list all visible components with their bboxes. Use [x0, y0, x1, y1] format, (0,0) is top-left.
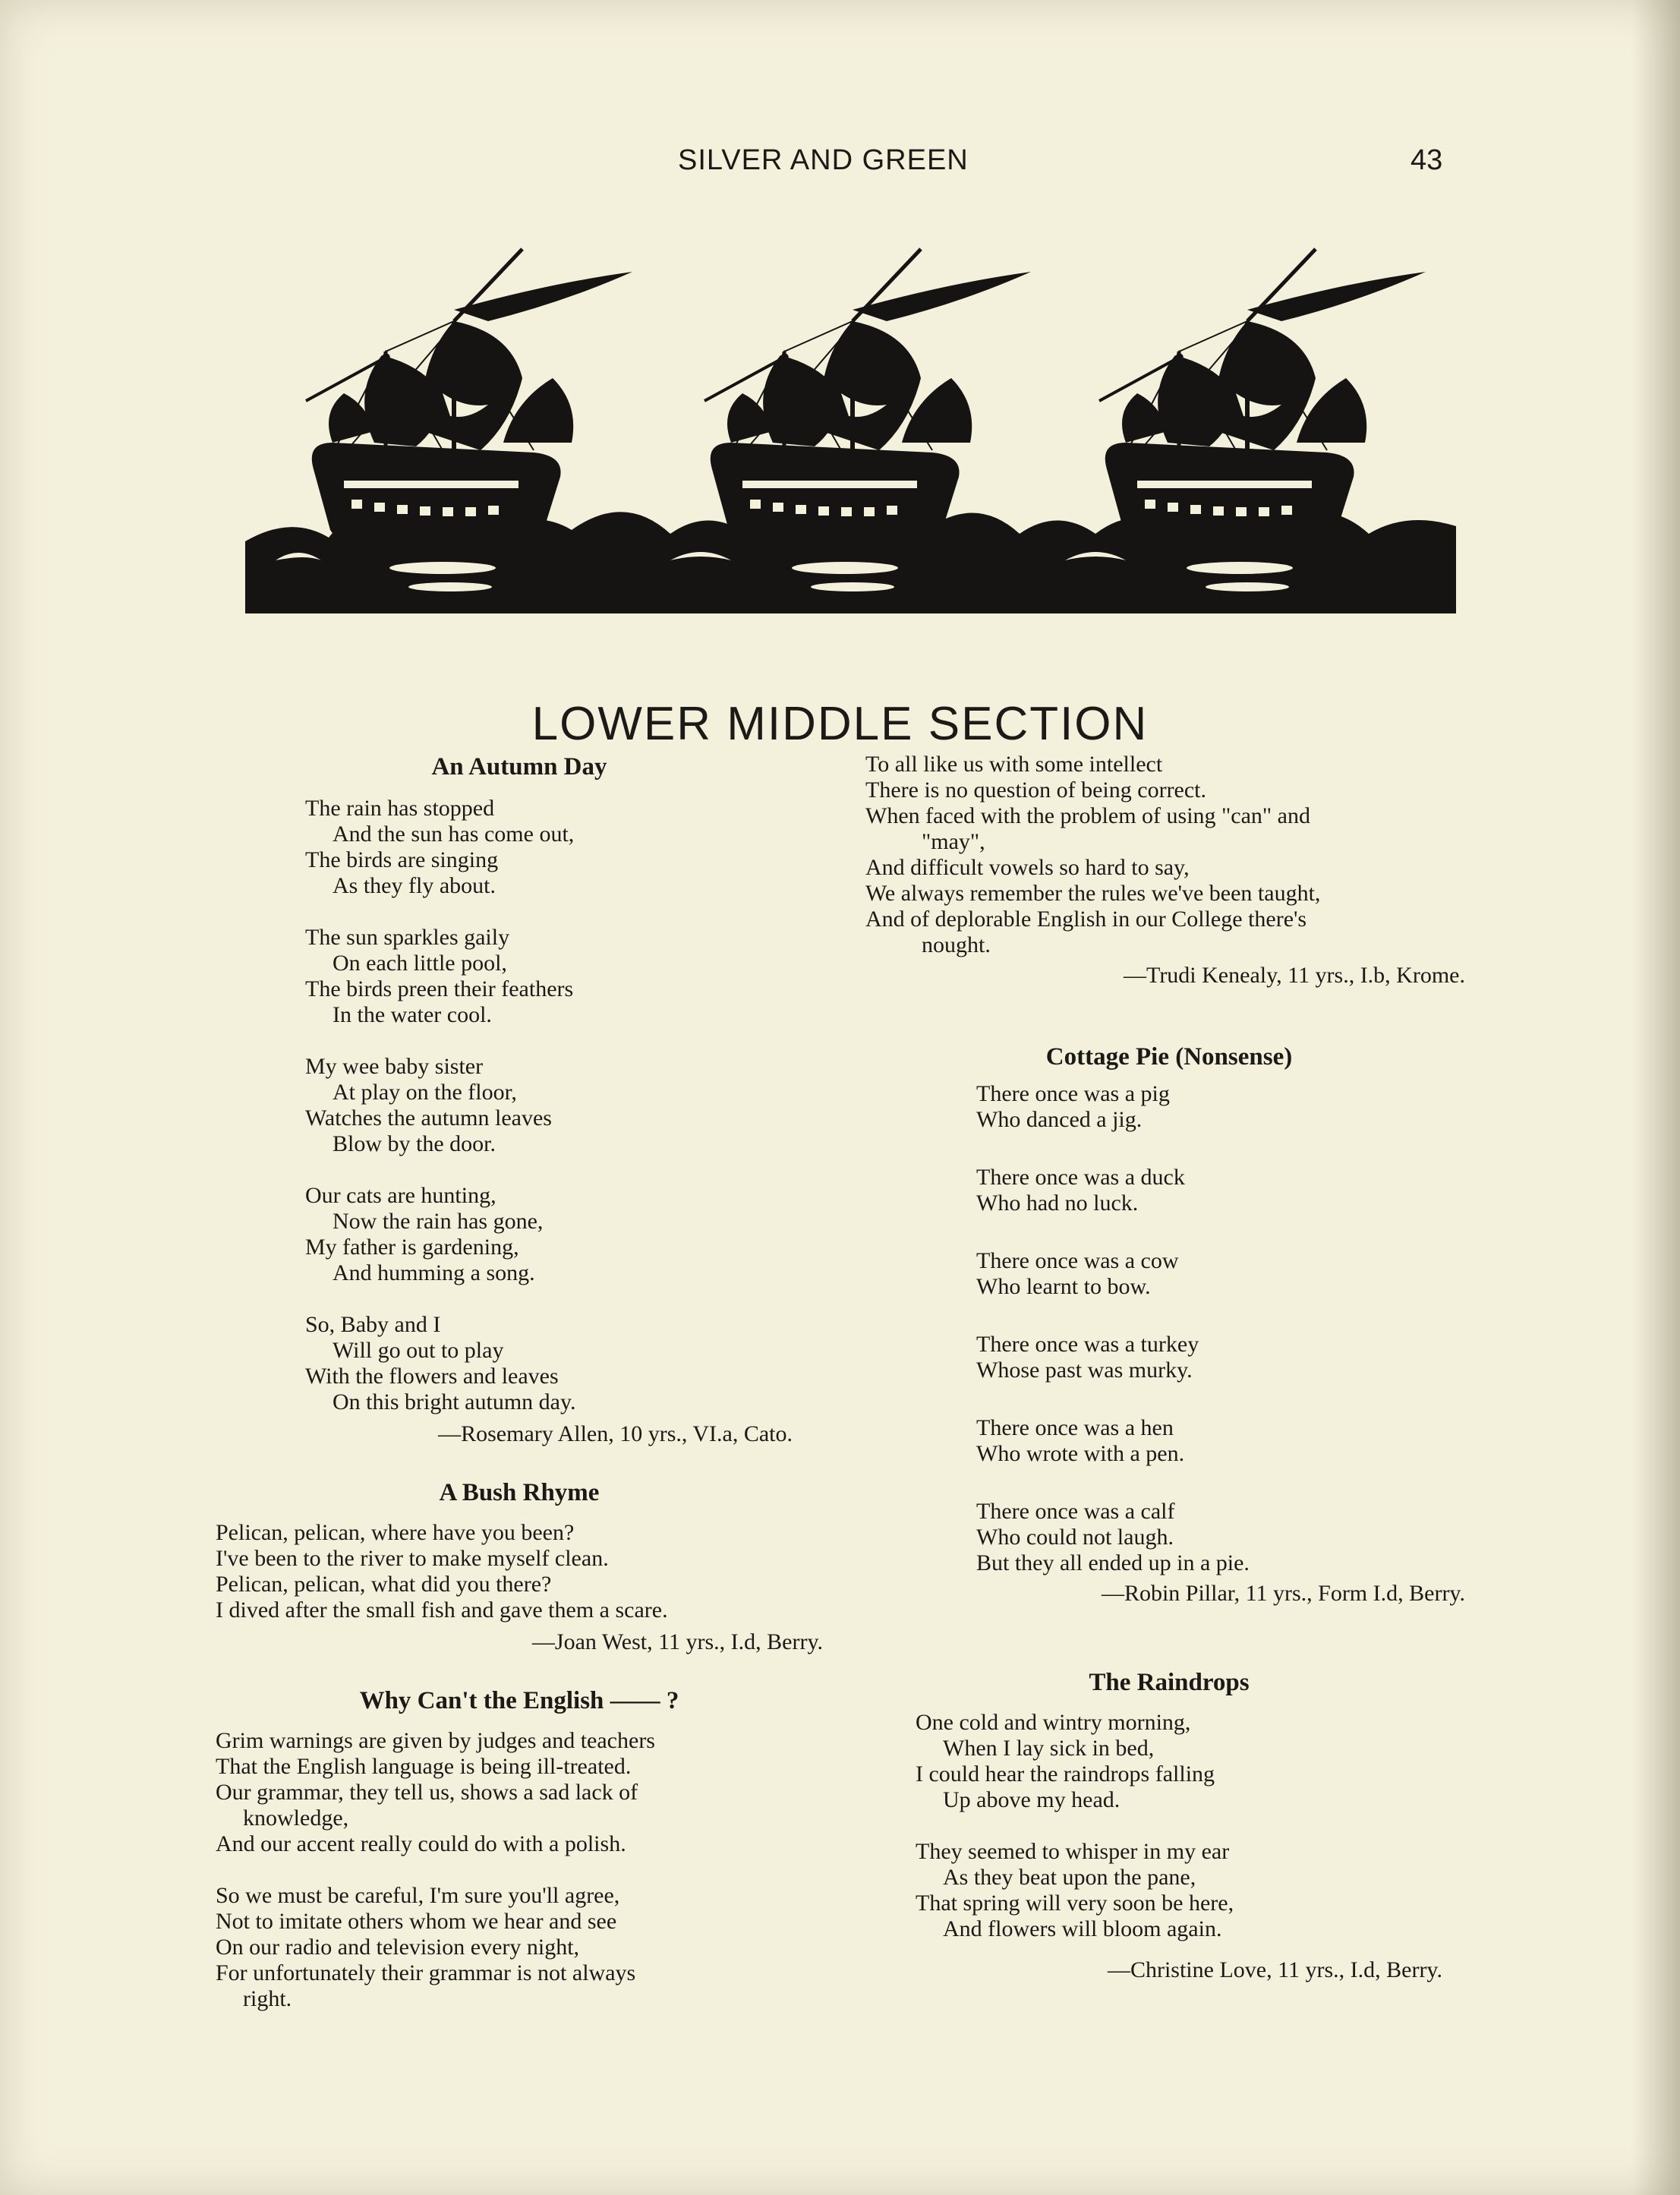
poem-line: And flowers will bloom again.: [943, 1916, 1222, 1941]
poem-line: Our grammar, they tell us, shows a sad lack of: [216, 1780, 638, 1805]
poem-line: nought.: [922, 932, 991, 957]
poem-line: And the sun has come out,: [333, 822, 575, 847]
poem-line: The sun sparkles gaily: [305, 925, 510, 950]
poem-line: Grim warnings are given by judges and teachers: [216, 1728, 655, 1753]
poem-line: And our accent really could do with a polish.: [216, 1831, 626, 1856]
poem-line: And of deplorable English in our College there's: [865, 907, 1307, 932]
poem-line: We always remember the rules we've been taught,: [865, 881, 1321, 906]
poem-line: They seemed to whisper in my ear: [916, 1839, 1230, 1864]
poem-title: An Autumn Day: [431, 753, 607, 781]
poem-line: In the water cool.: [333, 1002, 492, 1027]
poem-line: Who wrote with a pen.: [976, 1441, 1185, 1466]
poem-line: My father is gardening,: [305, 1235, 519, 1260]
poem-line: There is no question of being correct.: [865, 777, 1207, 803]
poem-line: As they beat upon the pane,: [943, 1865, 1196, 1890]
poem-line: There once was a cow: [976, 1248, 1179, 1273]
page-number: 43: [1411, 144, 1443, 176]
poem-line: And difficult vowels so hard to say,: [865, 855, 1190, 880]
poem-line: Who danced a jig.: [976, 1107, 1143, 1132]
poem-title: Cottage Pie (Nonsense): [1045, 1043, 1293, 1071]
poem-line: Who learnt to bow.: [976, 1274, 1151, 1299]
poem-line: For unfortunately their grammar is not always: [216, 1960, 636, 1985]
poem-a-bush-rhyme: [216, 1478, 823, 1655]
ships-banner-icon: [245, 241, 1456, 613]
poem-why-cant-the-english: [216, 1686, 823, 2012]
poem-credit: —Trudi Kenealy, 11 yrs., I.b, Krome.: [1124, 963, 1465, 988]
poem-credit: —Robin Pillar, 11 yrs., Form I.d, Berry.: [1101, 1581, 1465, 1606]
poem-credit: —Rosemary Allen, 10 yrs., VI.a, Cato.: [438, 1421, 793, 1446]
page-edge-shadow: [1632, 0, 1680, 2195]
poem-line: Up above my head.: [943, 1787, 1121, 1812]
poem-line: Whose past was murky.: [976, 1358, 1193, 1383]
poem-line: The birds preen their feathers: [305, 976, 574, 1001]
poem-line: right.: [243, 1986, 292, 2011]
poem-line: To all like us with some intellect: [865, 752, 1163, 777]
poem-line: Blow by the door.: [333, 1131, 496, 1156]
running-header: [0, 144, 1680, 190]
poem-line: The birds are singing: [305, 847, 499, 872]
poem-line: That spring will very soon be here,: [916, 1891, 1234, 1916]
poem-line: That the English language is being ill-treated.: [216, 1754, 632, 1779]
poem-line: I've been to the river to make myself clean.: [216, 1546, 609, 1571]
poem-line: I could hear the raindrops falling: [916, 1761, 1215, 1787]
poem-line: On this bright autumn day.: [333, 1389, 576, 1414]
poem-line: There once was a duck: [976, 1165, 1185, 1190]
poem-title: Why Can't the English —— ?: [359, 1687, 679, 1714]
poem-line: There once was a turkey: [976, 1332, 1199, 1357]
poem-line: When faced with the problem of using "can" and: [865, 803, 1310, 828]
poem-line: As they fly about.: [333, 873, 496, 898]
poem-cottage-pie: [865, 1042, 1473, 1607]
poem-line: There once was a calf: [976, 1499, 1175, 1524]
poem-line: When I lay sick in bed,: [943, 1736, 1155, 1761]
poem-the-raindrops: [865, 1667, 1473, 1983]
poem-line: "may",: [922, 829, 985, 854]
poem-line: One cold and wintry morning,: [916, 1710, 1191, 1735]
poem-credit: —Joan West, 11 yrs., I.d, Berry.: [531, 1629, 823, 1654]
poem-line: At play on the floor,: [333, 1080, 517, 1105]
left-column: [216, 752, 823, 2012]
poem-title: A Bush Rhyme: [439, 1479, 600, 1506]
poem-line: There once was a hen: [976, 1415, 1174, 1440]
poem-line: Not to imitate others whom we hear and see: [216, 1909, 617, 1934]
poem-title: The Raindrops: [1089, 1669, 1250, 1696]
poem-line: Who could not laugh.: [976, 1525, 1174, 1550]
poem-line: Our cats are hunting,: [305, 1183, 496, 1208]
poem-line: Who had no luck.: [976, 1191, 1139, 1216]
poem-line: Pelican, pelican, where have you been?: [216, 1520, 575, 1545]
poem-line: So, Baby and I: [305, 1312, 441, 1337]
running-title: SILVER AND GREEN: [678, 144, 969, 176]
poem-line: Will go out to play: [333, 1338, 504, 1363]
poem-line: I dived after the small fish and gave them a scare.: [216, 1597, 668, 1623]
poem-why-cant-the-english-continued: [865, 752, 1473, 989]
right-column: [865, 752, 1473, 1983]
poem-line: The rain has stopped: [305, 796, 495, 821]
poem-line: knowledge,: [243, 1806, 349, 1831]
poem-line: So we must be careful, I'm sure you'll agree,: [216, 1883, 620, 1908]
poem-line: With the flowers and leaves: [305, 1364, 559, 1389]
poem-line: On each little pool,: [333, 951, 507, 976]
poem-credit: —Christine Love, 11 yrs., I.d, Berry.: [1107, 1957, 1442, 1982]
poem-line: My wee baby sister: [305, 1054, 484, 1079]
poem-line: Now the rain has gone,: [333, 1209, 544, 1234]
poem-an-autumn-day: [216, 752, 823, 1447]
poem-line: Pelican, pelican, what did you there?: [216, 1572, 552, 1597]
poem-line: And humming a song.: [333, 1260, 535, 1285]
poem-line: There once was a pig: [976, 1081, 1170, 1106]
section-title: LOWER MIDDLE SECTION: [531, 697, 1149, 750]
poem-line: But they all ended up in a pie.: [976, 1550, 1250, 1575]
poem-line: On our radio and television every night,: [216, 1935, 580, 1960]
poem-line: Watches the autumn leaves: [305, 1105, 552, 1131]
